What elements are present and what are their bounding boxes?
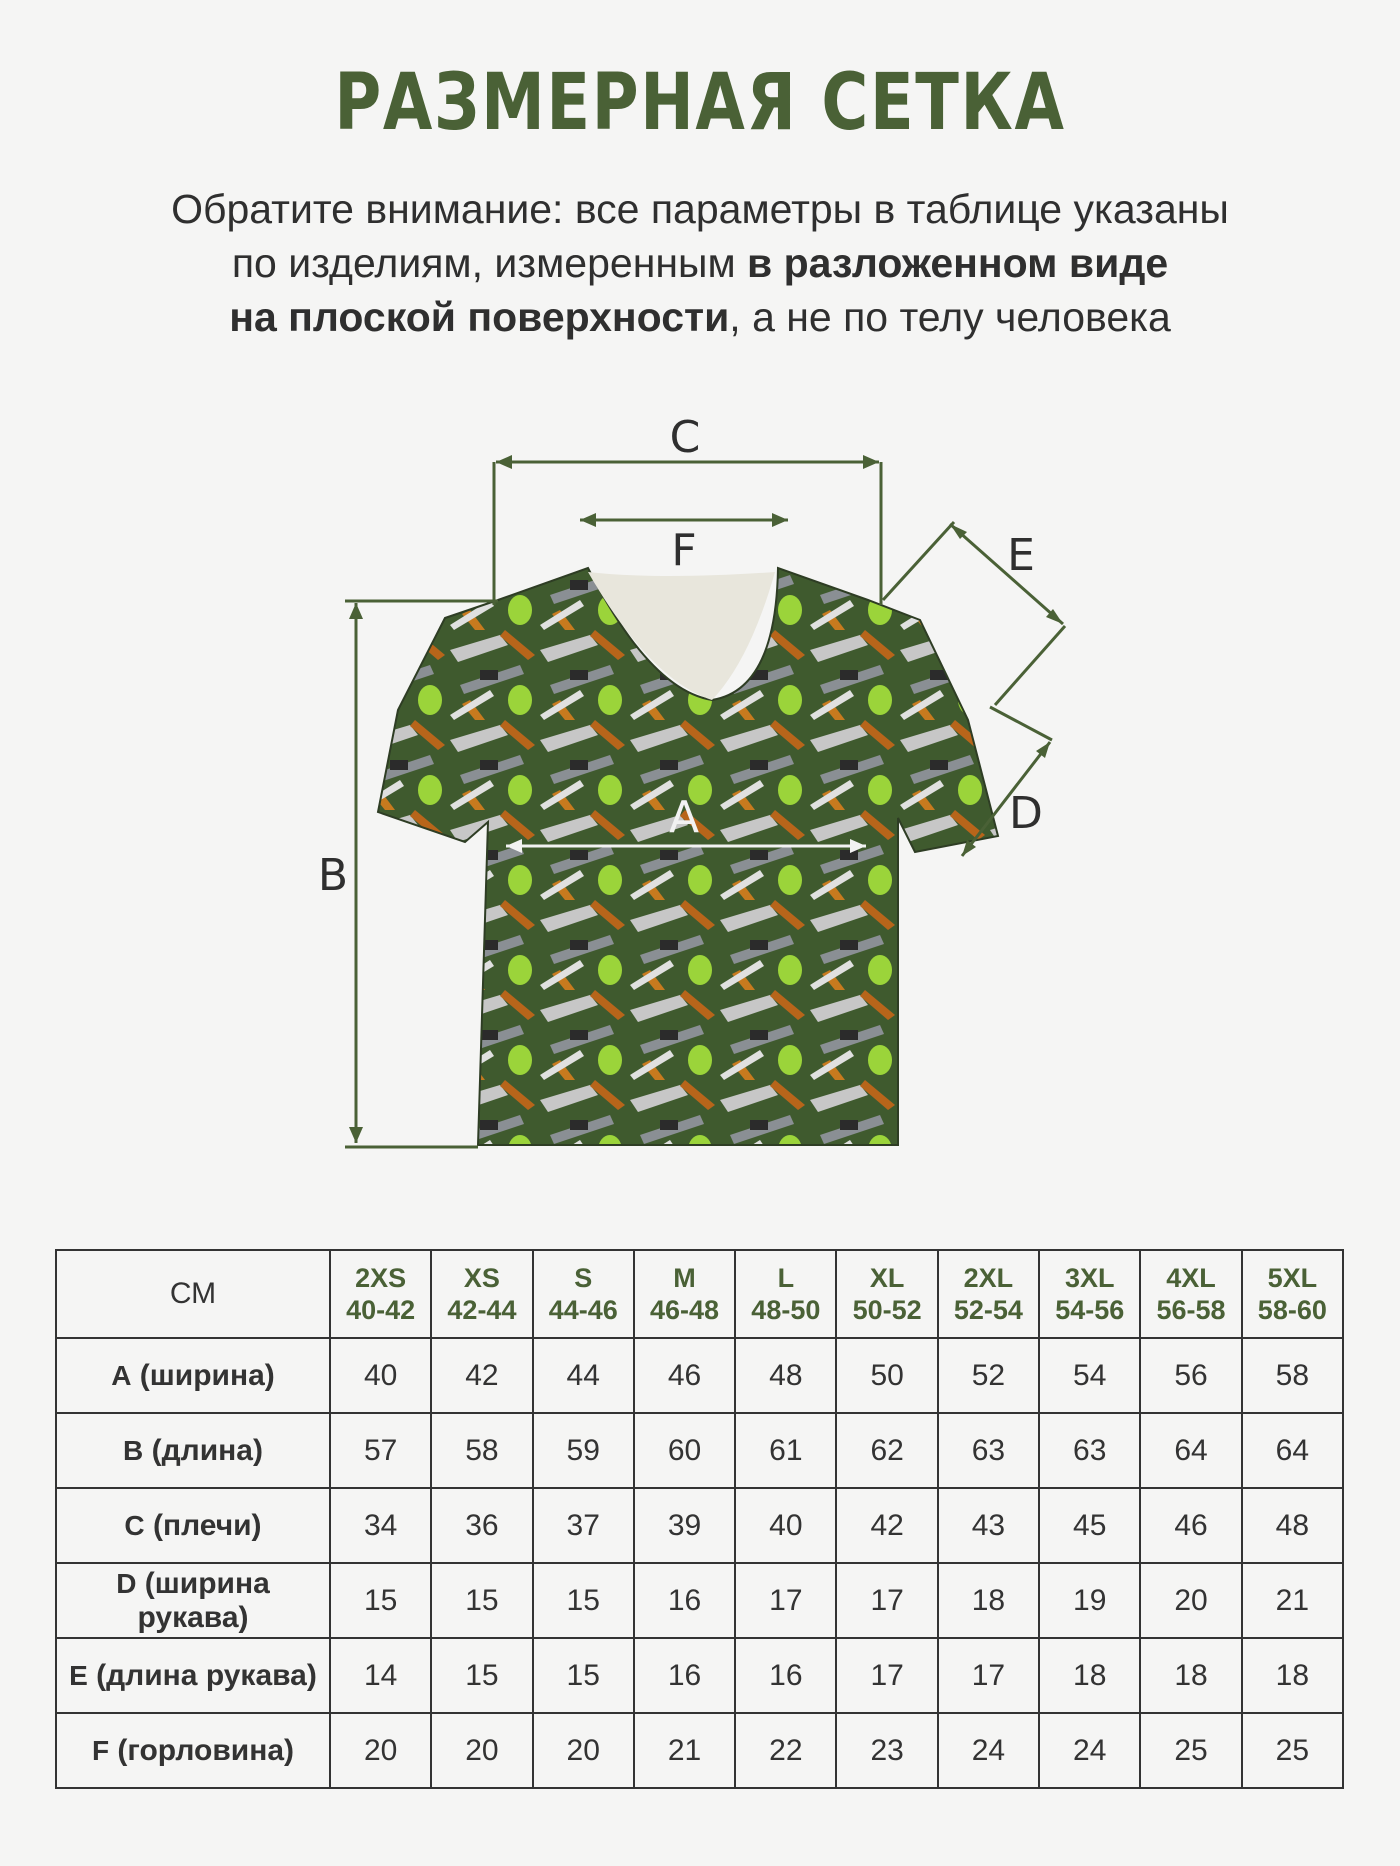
notice-line-3-emphasis: на плоской поверхности <box>229 294 730 340</box>
measurement-value-cell: 20 <box>1140 1563 1241 1638</box>
measurement-description: (ширина рукава) <box>136 1566 270 1634</box>
size-label: XL <box>869 1263 905 1293</box>
measurement-value-cell: 25 <box>1140 1713 1241 1788</box>
measurement-value-cell: 19 <box>1039 1563 1140 1638</box>
measurement-value-cell: 59 <box>533 1413 634 1488</box>
notice-line-3-text: , а не по телу человека <box>729 294 1171 340</box>
measurement-value-cell: 20 <box>330 1713 431 1788</box>
table-row <box>56 1638 1343 1713</box>
measurement-value-cell: 42 <box>836 1488 937 1563</box>
measurement-value-cell: 48 <box>1242 1488 1343 1563</box>
measurement-value-cell: 45 <box>1039 1488 1140 1563</box>
measurement-value-cell: 34 <box>330 1488 431 1563</box>
size-column-header <box>1140 1250 1241 1338</box>
label-c: C <box>669 412 701 463</box>
measurement-letter: F <box>91 1734 110 1766</box>
measurement-value-cell: 25 <box>1242 1713 1343 1788</box>
arrowhead-f-left <box>580 513 596 527</box>
measurement-value-cell: 23 <box>836 1713 937 1788</box>
size-column-header <box>533 1250 634 1338</box>
measurement-name-cell <box>56 1713 330 1788</box>
size-range: 44-46 <box>548 1295 618 1325</box>
size-label: S <box>574 1263 593 1293</box>
arrowhead-b-top <box>349 603 363 619</box>
size-column-header <box>836 1250 937 1338</box>
dimension-extension-d <box>990 707 1052 740</box>
measurement-value-cell: 16 <box>634 1638 735 1713</box>
measurement-value-cell: 14 <box>330 1638 431 1713</box>
arrowhead-c-right <box>863 455 879 469</box>
size-label: 2XS <box>355 1263 407 1293</box>
measurement-value-cell: 24 <box>938 1713 1039 1788</box>
size-label: L <box>777 1263 795 1293</box>
measurement-description: (плечи) <box>144 1508 262 1542</box>
size-table <box>55 1249 1344 1789</box>
notice-line-2-emphasis: в разложенном виде <box>747 240 1169 286</box>
size-column-header <box>938 1250 1039 1338</box>
table-row <box>56 1713 1343 1788</box>
measurement-value-cell: 16 <box>735 1638 836 1713</box>
measurement-value-cell: 64 <box>1242 1413 1343 1488</box>
arrowhead-f-right <box>772 513 788 527</box>
size-header-row <box>56 1250 1343 1338</box>
measurement-value-cell: 42 <box>431 1338 532 1413</box>
measurement-value-cell: 48 <box>735 1338 836 1413</box>
size-table-body <box>56 1338 1343 1788</box>
table-row <box>56 1338 1343 1413</box>
measurement-description: (длина) <box>143 1433 263 1467</box>
table-row <box>56 1413 1343 1488</box>
label-b: B <box>317 850 349 901</box>
label-d: D <box>1009 788 1043 839</box>
measurement-value-cell: 63 <box>1039 1413 1140 1488</box>
measurement-value-cell: 62 <box>836 1413 937 1488</box>
measurement-description: (ширина) <box>131 1358 275 1392</box>
size-range: 52-54 <box>953 1295 1023 1325</box>
measurement-value-cell: 39 <box>634 1488 735 1563</box>
units-cell: СМ <box>56 1250 330 1338</box>
size-column-header <box>634 1250 735 1338</box>
arrowhead-b-bottom <box>349 1127 363 1143</box>
dimension-extension-e-top <box>883 522 954 600</box>
dimension-extension-e-bottom <box>995 626 1065 705</box>
measurement-value-cell: 40 <box>735 1488 836 1563</box>
measurement-value-cell: 18 <box>1140 1638 1241 1713</box>
measurement-name-cell <box>56 1563 330 1638</box>
label-a: A <box>668 792 700 843</box>
measurement-value-cell: 50 <box>836 1338 937 1413</box>
size-label: 4XL <box>1166 1263 1216 1293</box>
measurement-value-cell: 16 <box>634 1563 735 1638</box>
size-label: 5XL <box>1267 1263 1318 1293</box>
measurement-value-cell: 43 <box>938 1488 1039 1563</box>
measurement-value-cell: 24 <box>1039 1713 1140 1788</box>
measurement-name-cell <box>56 1338 330 1413</box>
measurement-value-cell: 58 <box>1242 1338 1343 1413</box>
size-column-header <box>1242 1250 1343 1338</box>
measurement-value-cell: 46 <box>1140 1488 1241 1563</box>
size-label: XS <box>463 1263 500 1293</box>
measurement-name-cell <box>56 1413 330 1488</box>
measurement-value-cell: 52 <box>938 1338 1039 1413</box>
measurement-value-cell: 58 <box>431 1413 532 1488</box>
measurement-value-cell: 15 <box>431 1563 532 1638</box>
measurement-value-cell: 17 <box>836 1563 937 1638</box>
measurement-name-cell <box>56 1488 330 1563</box>
size-range: 54-56 <box>1055 1295 1125 1325</box>
measurement-value-cell: 21 <box>634 1713 735 1788</box>
size-column-header <box>431 1250 532 1338</box>
size-column-header <box>1039 1250 1140 1338</box>
size-range: 58-60 <box>1257 1295 1327 1325</box>
measurement-value-cell: 60 <box>634 1413 735 1488</box>
measurement-value-cell: 15 <box>533 1563 634 1638</box>
size-label: 2XL <box>963 1263 1014 1293</box>
measurement-value-cell: 15 <box>431 1638 532 1713</box>
measurement-description: (длина рукава) <box>87 1658 317 1692</box>
measurement-value-cell: 46 <box>634 1338 735 1413</box>
size-label: 3XL <box>1064 1263 1115 1293</box>
measurement-value-cell: 64 <box>1140 1413 1241 1488</box>
label-e: E <box>1007 530 1035 581</box>
notice-line-2-text: по изделиям, измеренным <box>231 240 748 286</box>
measurement-letter: A <box>111 1359 132 1391</box>
measurement-letter: D <box>116 1567 137 1599</box>
measurement-letter: E <box>69 1659 88 1691</box>
measurement-value-cell: 36 <box>431 1488 532 1563</box>
table-row <box>56 1488 1343 1563</box>
measurement-value-cell: 21 <box>1242 1563 1343 1638</box>
size-range: 56-58 <box>1156 1295 1226 1325</box>
measurement-value-cell: 17 <box>836 1638 937 1713</box>
measurement-value-cell: 18 <box>1242 1638 1343 1713</box>
measurement-description: (горловина) <box>109 1733 295 1767</box>
measurement-value-cell: 54 <box>1039 1338 1140 1413</box>
table-row <box>56 1563 1343 1638</box>
size-range: 42-44 <box>447 1295 517 1325</box>
size-range: 46-48 <box>650 1295 720 1325</box>
size-range: 48-50 <box>751 1295 821 1325</box>
measurement-value-cell: 20 <box>431 1713 532 1788</box>
measurement-value-cell: 15 <box>330 1563 431 1638</box>
measurement-value-cell: 57 <box>330 1413 431 1488</box>
measurement-letter: B <box>123 1434 144 1466</box>
label-f: F <box>671 525 697 576</box>
measurement-value-cell: 17 <box>938 1638 1039 1713</box>
measurement-letter: C <box>124 1509 145 1541</box>
measurement-value-cell: 17 <box>735 1563 836 1638</box>
size-column-header <box>330 1250 431 1338</box>
size-range: 50-52 <box>852 1295 922 1325</box>
arrowhead-c-left <box>496 455 512 469</box>
notice-line-1: Обратите внимание: все параметры в таблице указаны <box>171 186 1229 232</box>
measurement-value-cell: 40 <box>330 1338 431 1413</box>
measurement-value-cell: 44 <box>533 1338 634 1413</box>
measurement-value-cell: 37 <box>533 1488 634 1563</box>
size-label: M <box>673 1263 696 1293</box>
measurement-value-cell: 18 <box>938 1563 1039 1638</box>
measurement-value-cell: 18 <box>1039 1638 1140 1713</box>
measurement-value-cell: 20 <box>533 1713 634 1788</box>
page-title: РАЗМЕРНАЯ СЕТКА <box>334 58 1066 148</box>
measurement-value-cell: 56 <box>1140 1338 1241 1413</box>
size-range: 40-42 <box>346 1295 416 1325</box>
measurement-value-cell: 61 <box>735 1413 836 1488</box>
measurement-value-cell: 63 <box>938 1413 1039 1488</box>
measurement-name-cell <box>56 1638 330 1713</box>
size-column-header <box>735 1250 836 1338</box>
measurement-value-cell: 22 <box>735 1713 836 1788</box>
measurement-value-cell: 15 <box>533 1638 634 1713</box>
